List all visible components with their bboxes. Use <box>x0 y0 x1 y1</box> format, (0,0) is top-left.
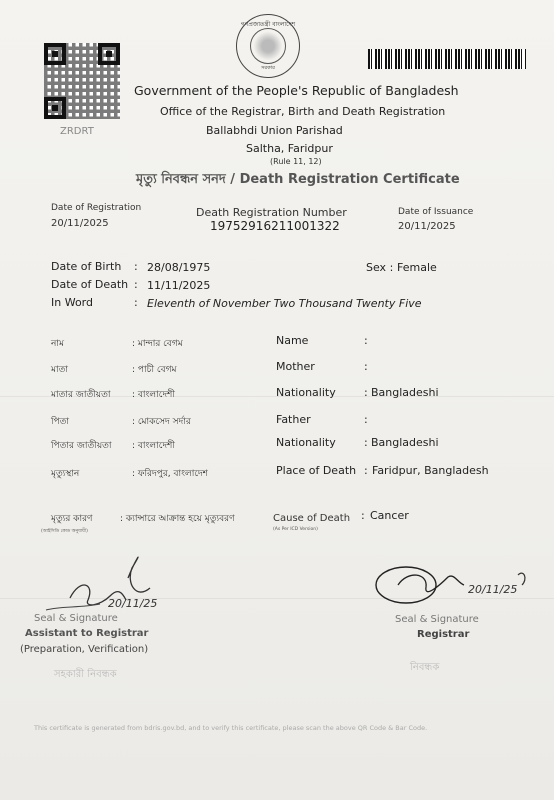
mother-nationality-value-en: Bangladeshi <box>371 386 439 399</box>
father-value-bn: : মোকসেদ সর্দার <box>132 417 191 427</box>
mother-nationality-label-bn: মাতার জাতীয়তা <box>51 390 111 400</box>
title-separator: / <box>225 172 240 187</box>
registration-date-label: Date of Registration <box>51 203 142 213</box>
in-word-label: In Word <box>51 296 93 309</box>
place-of-death-label-en: Place of Death <box>276 464 357 477</box>
certificate-title-bn: মৃত্যু নিবন্ধন সনদ <box>136 172 226 187</box>
cause-note-en: (As Per ICD Version) <box>273 527 318 532</box>
cause-of-death-label-bn: মৃত্যুর কারণ <box>51 514 93 524</box>
cause-of-death-colon: : <box>361 509 365 522</box>
registration-date-value: 20/11/2025 <box>51 218 109 229</box>
name-label-en: Name <box>276 334 309 347</box>
mother-nationality-label-en: Nationality <box>276 386 336 399</box>
rule-reference: (Rule 11, 12) <box>270 157 322 166</box>
issuance-date-value: 20/11/2025 <box>398 221 456 232</box>
office-heading: Office of the Registrar, Birth and Death Registration <box>160 105 446 118</box>
union-heading: Ballabhdi Union Parishad <box>206 124 343 137</box>
registration-number-label: Death Registration Number <box>196 206 347 219</box>
location-heading: Saltha, Faridpur <box>246 142 333 155</box>
certificate-title <box>136 170 460 191</box>
assistant-seal-caption: Seal & Signature <box>34 613 118 624</box>
mother-nationality-colon: : <box>364 386 368 399</box>
death-date-value: 11/11/2025 <box>147 279 211 292</box>
cause-note-bn: (আইসিডি কোড অনুযায়ী) <box>41 529 88 534</box>
cause-of-death-value-bn: : ক্যান্সারে আক্রান্ত হয়ে মৃত্যুবরণ <box>120 514 235 524</box>
government-heading: Government of the People's Republic of Bangladesh <box>134 83 459 98</box>
father-nationality-colon: : <box>364 436 368 449</box>
sex-value: Female <box>397 261 437 274</box>
registration-number-value: 19752916211001322 <box>210 219 340 233</box>
barcode <box>368 49 526 69</box>
mother-label-en: Mother <box>276 360 315 373</box>
father-colon: : <box>364 413 368 426</box>
cause-of-death-value-en: Cancer <box>370 509 409 522</box>
place-of-death-colon: : <box>364 464 368 477</box>
mother-nationality-value-bn: : বাংলাদেশী <box>132 390 175 400</box>
name-value-bn: : মান্দার বেগম <box>132 339 183 349</box>
father-label-en: Father <box>276 413 311 426</box>
father-label-bn: পিতা <box>51 417 70 427</box>
qr-code <box>44 43 120 119</box>
death-date-label: Date of Death <box>51 278 129 291</box>
sex-label: Sex : <box>366 261 394 274</box>
name-colon: : <box>364 334 368 347</box>
birth-date-value: 28/08/1975 <box>147 261 211 274</box>
birth-date-colon: : <box>134 260 138 273</box>
in-word-colon: : <box>134 296 138 309</box>
mother-colon: : <box>364 360 368 373</box>
cause-of-death-label-en: Cause of Death <box>273 513 351 524</box>
footer-verification-note: This certificate is generated from bdris.gov.bd, and to verify this certificate, please scan the above QR Code & Bar Code. <box>34 724 428 732</box>
father-nationality-label-en: Nationality <box>276 436 336 449</box>
issuance-date-label: Date of Issuance <box>398 207 474 217</box>
registrar-stamp: নিবন্ধক <box>410 662 440 673</box>
place-of-death-label-bn: মৃত্যুস্থান <box>51 469 80 479</box>
registrar-seal-caption: Seal & Signature <box>395 614 479 625</box>
government-seal-icon: গণপ্রজাতন্ত্রী বাংলাদেশ সরকার <box>236 14 300 78</box>
father-nationality-value-bn: : বাংলাদেশী <box>132 441 175 451</box>
registrar-role: Registrar <box>417 629 470 640</box>
place-of-death-value-bn: : ফরিদপুর, বাংলাদেশ <box>132 469 208 479</box>
registrar-signature-date: 20/11/25 <box>468 583 518 596</box>
assistant-stamp: সহকারী নিবন্ধক <box>54 669 117 680</box>
registrar-signature <box>368 555 548 615</box>
assistant-role: Assistant to Registrar <box>25 628 149 639</box>
mother-label-bn: মাতা <box>51 365 68 375</box>
qr-code-text: ZRDRT <box>60 126 94 137</box>
in-word-value: Eleventh of November Two Thousand Twenty Five <box>147 297 422 310</box>
name-label-bn: নাম <box>51 339 64 349</box>
place-of-death-value-en: Faridpur, Bangladesh <box>372 464 489 477</box>
father-nationality-value-en: Bangladeshi <box>371 436 439 449</box>
assistant-role-note: (Preparation, Verification) <box>20 644 149 655</box>
death-date-colon: : <box>134 278 138 291</box>
father-nationality-label-bn: পিতার জাতীয়তা <box>51 441 112 451</box>
certificate-title-en: Death Registration Certificate <box>239 172 460 187</box>
assistant-signature-date: 20/11/25 <box>108 597 158 610</box>
birth-date-label: Date of Birth <box>51 260 122 273</box>
mother-value-bn: : পাচী বেগম <box>132 365 177 375</box>
